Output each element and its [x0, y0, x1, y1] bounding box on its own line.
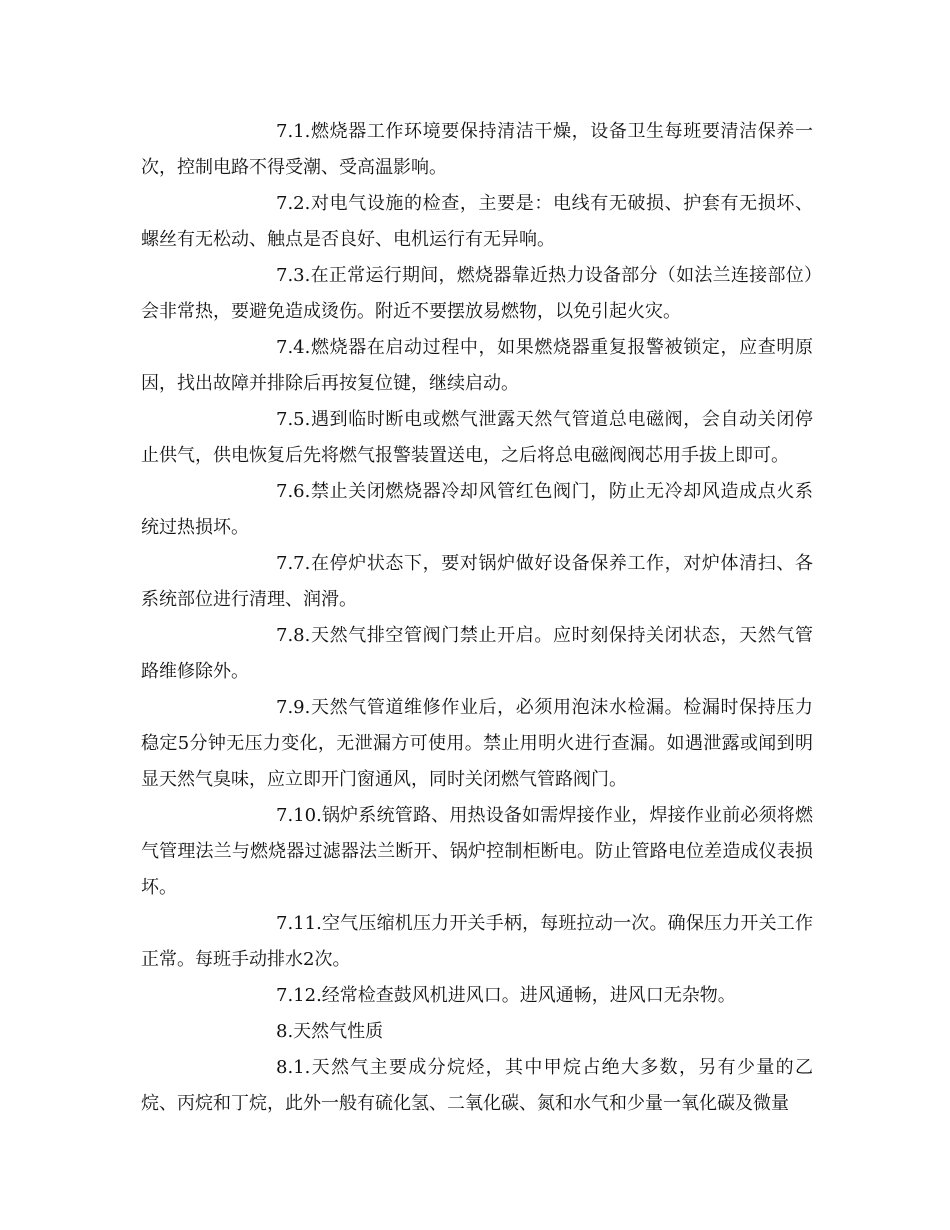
paragraph-7-9: 7.9.天然气管道维修作业后，必须用泡沫水检漏。检漏时保持压力稳定5分钟无压力变化，无泄漏方可使用。禁止用明火进行查漏。如遇泄露或闻到明显天然气臭味，应立即开门窗通风，同时关闭燃气管路阀门。 [141, 697, 813, 790]
paragraph-7-3: 7.3.在正常运行期间，燃烧器靠近热力设备部分（如法兰连接部位）会非常热，要避免造成烫伤。附近不要摆放易燃物，以免引起火灾。 [141, 265, 813, 322]
document-body [141, 114, 813, 1122]
paragraph-7-11: 7.11.空气压缩机压力开关手柄，每班拉动一次。确保压力开关工作正常。每班手动排水2次。 [141, 913, 813, 970]
paragraph-7-2: 7.2.对电气设施的检查，主要是：电线有无破损、护套有无损坏、螺丝有无松动、触点是否良好、电机运行有无异响。 [141, 193, 813, 250]
paragraph-8-1: 8.1.天然气主要成分烷烃，其中甲烷占绝大多数，另有少量的乙烷、丙烷和丁烷，此外一般有硫化氢、二氧化碳、氮和水气和少量一氧化碳及微量 [141, 1057, 813, 1114]
paragraph-7-8: 7.8.天然气排空管阀门禁止开启。应时刻保持关闭状态，天然气管路维修除外。 [141, 625, 813, 682]
paragraph-7-10: 7.10.锅炉系统管路、用热设备如需焊接作业，焊接作业前必须将燃气管理法兰与燃烧器过滤器法兰断开、锅炉控制柜断电。防止管路电位差造成仪表损坏。 [141, 805, 813, 898]
paragraph-7-4: 7.4.燃烧器在启动过程中，如果燃烧器重复报警被锁定，应查明原因，找出故障并排除后再按复位键，继续启动。 [141, 337, 813, 394]
paragraph-7-1: 7.1.燃烧器工作环境要保持清洁干燥，设备卫生每班要清洁保养一次，控制电路不得受潮、受高温影响。 [141, 121, 813, 178]
paragraph-7-6: 7.6.禁止关闭燃烧器冷却风管红色阀门，防止无冷却风造成点火系统过热损坏。 [141, 481, 813, 538]
paragraph-7-5: 7.5.遇到临时断电或燃气泄露天然气管道总电磁阀，会自动关闭停止供气，供电恢复后先将燃气报警装置送电，之后将总电磁阀阀芯用手拔上即可。 [141, 409, 813, 466]
paragraph-7-7: 7.7.在停炉状态下，要对锅炉做好设备保养工作，对炉体清扫、各系统部位进行清理、润滑。 [141, 553, 813, 610]
paragraph-7-12: 7.12.经常检查鼓风机进风口。进风通畅，进风口无杂物。 [276, 985, 736, 1006]
section-heading-8: 8.天然气性质 [276, 1021, 384, 1042]
